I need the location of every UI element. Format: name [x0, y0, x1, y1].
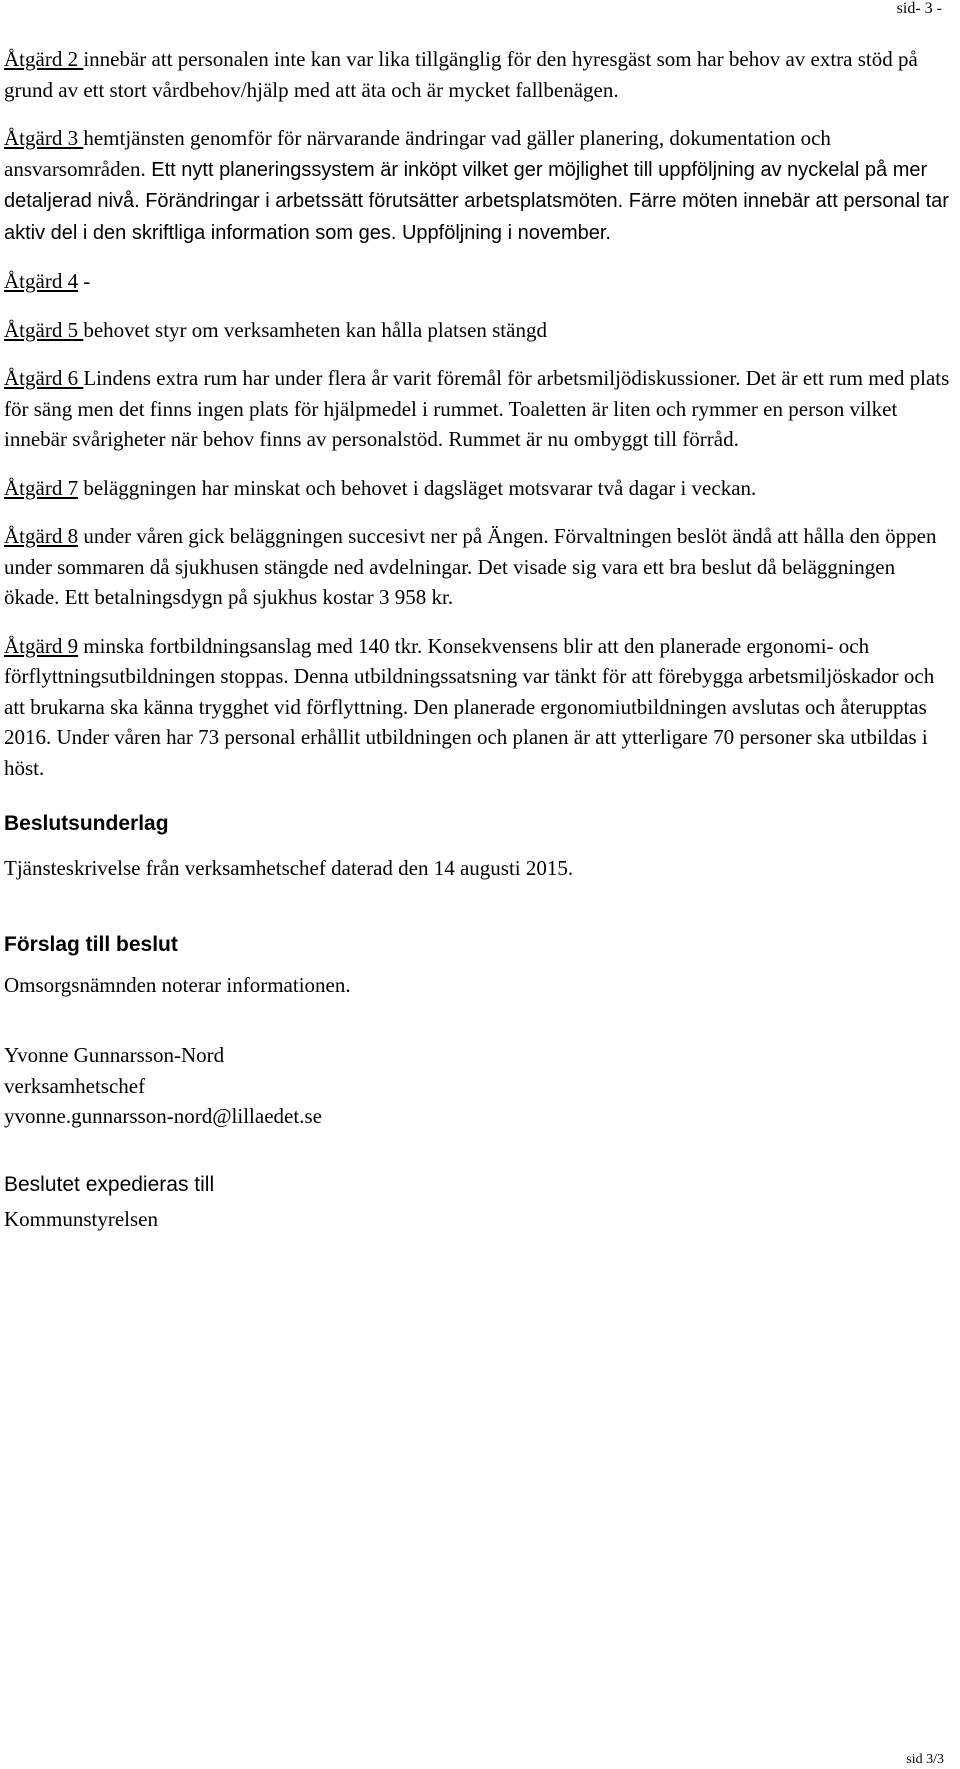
atgard-9-label: Åtgärd 9	[4, 633, 79, 658]
signature-title: verksamhetschef	[4, 1073, 146, 1098]
signature-block	[4, 1040, 954, 1132]
atgard-4-text: -	[78, 269, 91, 293]
atgard-5-label: Åtgärd 5	[4, 317, 84, 342]
atgard-3-text-part2: Ett nytt planeringssystem är inköpt vilket ger möjlighet till uppföljning av nyckelal på mer detaljerad nivå. Förändringar i arbetssätt förutsätter arbetsplatsmöten. Färre möten innebär att personal tar aktiv del i den skriftliga information som ges. Uppföljning i november.	[4, 158, 949, 244]
page-number-footer: sid 3/3	[906, 1752, 944, 1767]
atgard-2-text: innebär att personalen inte kan var lika tillgänglig för den hyresgäst som har behov av extra stöd på grund av ett stort vårdbehov/hjälp med att äta och är mycket fallbenägen.	[4, 47, 918, 102]
page-number-header: sid- 3 -	[896, 0, 942, 17]
beslutsunderlag-text: Tjänsteskrivelse från verksamhetschef daterad den 14 augusti 2015.	[4, 856, 574, 880]
atgard-9-paragraph	[4, 631, 954, 784]
expedieras-recipient: Kommunstyrelsen	[4, 1206, 158, 1231]
atgard-6-paragraph	[4, 363, 954, 455]
forslag-heading: Förslag till beslut	[4, 932, 178, 956]
atgard-5-paragraph	[4, 315, 954, 346]
forslag-text: Omsorgsnämnden noterar informationen.	[4, 972, 351, 997]
signature-name: Yvonne Gunnarsson-Nord	[4, 1043, 225, 1067]
atgard-3-paragraph	[4, 123, 954, 248]
atgard-6-label: Åtgärd 6	[4, 366, 84, 390]
atgard-7-text: beläggningen har minskat och behovet i dagsläget motsvarar två dagar i veckan.	[78, 475, 757, 500]
atgard-2-paragraph	[4, 44, 954, 105]
atgard-7-paragraph	[4, 473, 954, 504]
atgard-9-text: minska fortbildningsanslag med 140 tkr. Konsekvensens blir att den planerade ergonomi- och förflyttningsutbildningen stoppas. Denna utbildningssatsning var tänkt för att förebygga arbetsmiljöskador och att brukarna ska känna trygghet vid förflyttning. Den planerade ergonomiutbildningen avslutas och återupptas 2016. Under våren har 73 personal erhållit utbildningen och planen är att ytterligare 70 personer ska utbildas i höst.	[4, 633, 935, 780]
atgard-8-text: under våren gick beläggningen succesivt ner på Ängen. Förvaltningen beslöt ändå att hålla den öppen under sommaren då sjukhusen stängde ned avdelningar. Det visade sig vara ett bra beslut då beläggningen ökade. Ett betalningsdygn på sjukhus kostar 3 958 kr.	[4, 524, 937, 609]
atgard-5-text: behovet styr om verksamheten kan hålla platsen stängd	[83, 317, 547, 342]
atgard-8-paragraph	[4, 521, 954, 613]
atgard-3-text-part1: hemtjänsten genomför för närvarande ändringar vad gäller planering, dokumentation och ansvarsområden.	[4, 126, 831, 181]
document-body	[4, 44, 954, 1234]
expedieras-heading: Beslutet expedieras till	[4, 1172, 215, 1196]
atgard-4-paragraph	[4, 266, 954, 297]
atgard-2-label: Åtgärd 2	[4, 47, 84, 71]
signature-email: yvonne.gunnarsson-nord@lillaedet.se	[4, 1104, 322, 1128]
atgard-7-label: Åtgärd 7	[4, 475, 79, 500]
atgard-6-text: Lindens extra rum har under flera år varit föremål för arbetsmiljödiskussioner. Det är ett rum med plats för säng men det finns ingen plats för hjälpmedel i rummet. Toaletten är liten och rymmer en person vilket innebär svårigheter när behov finns av personalstöd. Rummet är nu ombyggt till förråd.	[4, 366, 950, 451]
atgard-8-label: Åtgärd 8	[4, 524, 79, 548]
atgard-3-label: Åtgärd 3	[4, 126, 84, 150]
atgard-4-label: Åtgärd 4	[4, 269, 79, 293]
beslutsunderlag-heading: Beslutsunderlag	[4, 812, 169, 835]
